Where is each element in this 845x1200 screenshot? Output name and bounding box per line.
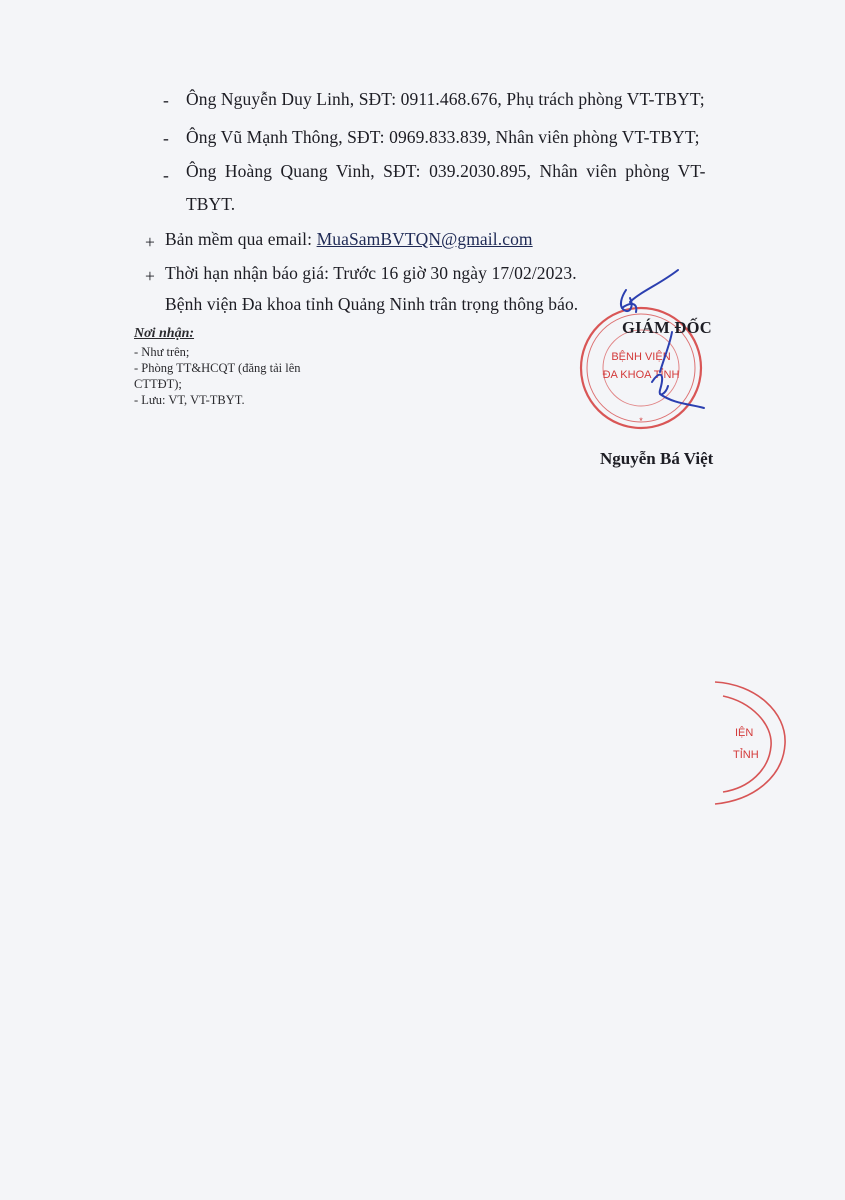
- recipient-item: - Phòng TT&HCQT (đăng tải lên: [134, 361, 301, 375]
- contact-line: Ông Vũ Mạnh Thông, SĐT: 0969.833.839, Nhân viên phòng VT-TBYT;: [186, 127, 700, 147]
- recipients-block: [134, 326, 301, 408]
- partial-seal: [705, 676, 795, 808]
- list-dash: -: [163, 128, 169, 148]
- soft-copy-line: [165, 229, 533, 250]
- contact-line: Ông Hoàng Quang Vinh, SĐT: 039.2030.895, Nhân viên phòng VT-: [186, 161, 706, 181]
- signature-scribble: [600, 262, 720, 422]
- signer-role: GIÁM ĐỐC: [622, 318, 712, 337]
- recipients-title: Nơi nhận:: [134, 326, 195, 341]
- partial-seal-text2: TỈNH: [733, 749, 759, 761]
- recipient-item: CTTĐT);: [134, 377, 182, 391]
- svg-text:*: *: [639, 416, 643, 426]
- list-dash: -: [163, 90, 169, 110]
- contact-line: Ông Nguyễn Duy Linh, SĐT: 0911.468.676, Phụ trách phòng VT-TBYT;: [186, 89, 705, 109]
- deadline-line: Thời hạn nhận báo giá: Trước 16 giờ 30 ngày 17/02/2023.: [165, 263, 577, 283]
- list-plus: +: [145, 232, 155, 252]
- list-plus: +: [145, 266, 155, 286]
- soft-copy-label: Bản mềm qua email:: [165, 229, 317, 249]
- email-link[interactable]: MuaSamBVTQN@gmail.com: [316, 229, 533, 249]
- list-dash: -: [163, 165, 169, 185]
- signer-name: Nguyễn Bá Việt: [600, 449, 714, 468]
- contact-line-continuation: TBYT.: [186, 194, 236, 214]
- recipient-item: - Lưu: VT, VT-TBYT.: [134, 393, 245, 407]
- closing-line: Bệnh viện Đa khoa tỉnh Quảng Ninh trân trọng thông báo.: [165, 294, 579, 314]
- seal-text-line1: BỆNH VIỆN: [611, 351, 671, 363]
- seal-text-line2: ĐA KHOA TỈNH: [602, 369, 680, 381]
- recipient-item: - Như trên;: [134, 345, 190, 359]
- partial-seal-text1: IỆN: [735, 727, 754, 739]
